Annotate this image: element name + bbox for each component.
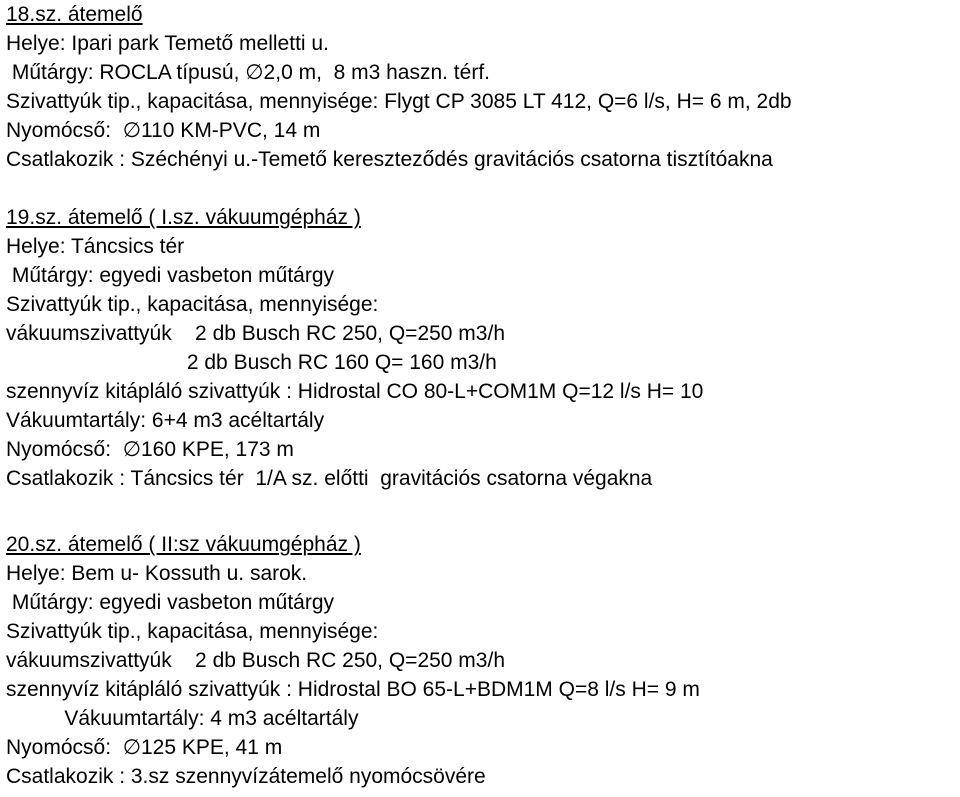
section-18-connection: Csatlakozik : Széchényi u.-Temető kereszteződés gravitációs csatorna tisztítóakna <box>6 148 773 171</box>
section-20-vacuum-tank: Vákuumtartály: 4 m3 acéltartály <box>6 707 359 730</box>
section-19-vacuum-pumps: vákuumszivattyúk 2 db Busch RC 250, Q=250 m3/h <box>6 322 505 345</box>
section-18-location: Helye: Ipari park Temető melletti u. <box>6 32 329 55</box>
section-19-location: Helye: Táncsics tér <box>6 235 185 258</box>
section-20-pumps: Szivattyúk tip., kapacitása, mennyisége: <box>6 620 379 643</box>
section-20-connection: Csatlakozik : 3.sz szennyvízátemelő nyomócsövére <box>6 765 486 788</box>
section-20-structure: Műtárgy: egyedi vasbeton műtárgy <box>6 591 335 614</box>
section-19-connection: Csatlakozik : Táncsics tér 1/A sz. előtti gravitációs csatorna végakna <box>6 467 653 490</box>
section-18-structure: Műtárgy: ROCLA típusú, ∅2,0 m, 8 m3 haszn. térf. <box>6 61 490 84</box>
section-18-title: 18.sz. átemelő <box>6 3 143 26</box>
section-19-title: 19.sz. átemelő ( I.sz. vákuumgépház ) <box>6 206 361 229</box>
section-18-pumps: Szivattyúk tip., kapacitása, mennyisége: Flygt CP 3085 LT 412, Q=6 l/s, H= 6 m, 2db <box>6 90 792 113</box>
section-19-structure: Műtárgy: egyedi vasbeton műtárgy <box>6 264 335 287</box>
section-19-sewage-pumps: szennyvíz kitápláló szivattyúk : Hidrostal CO 80-L+COM1M Q=12 l/s H= 10 <box>6 380 704 403</box>
section-20-title: 20.sz. átemelő ( II:sz vákuumgépház ) <box>6 533 361 556</box>
section-19-vacuum-tank: Vákuumtartály: 6+4 m3 acéltartály <box>6 409 325 432</box>
section-18-pressure-pipe: Nyomócső: ∅110 KM-PVC, 14 m <box>6 119 321 142</box>
section-20-sewage-pumps: szennyvíz kitápláló szivattyúk : Hidrostal BO 65-L+BDM1M Q=8 l/s H= 9 m <box>6 678 700 701</box>
section-19-pressure-pipe: Nyomócső: ∅160 KPE, 173 m <box>6 438 294 461</box>
section-20-location: Helye: Bem u- Kossuth u. sarok. <box>6 562 308 585</box>
section-19-pumps: Szivattyúk tip., kapacitása, mennyisége: <box>6 293 379 316</box>
section-19-vacuum-pumps-2: 2 db Busch RC 160 Q= 160 m3/h <box>6 351 497 374</box>
section-20-vacuum-pumps: vákuumszivattyúk 2 db Busch RC 250, Q=250 m3/h <box>6 649 505 672</box>
section-20-pressure-pipe: Nyomócső: ∅125 KPE, 41 m <box>6 736 283 759</box>
